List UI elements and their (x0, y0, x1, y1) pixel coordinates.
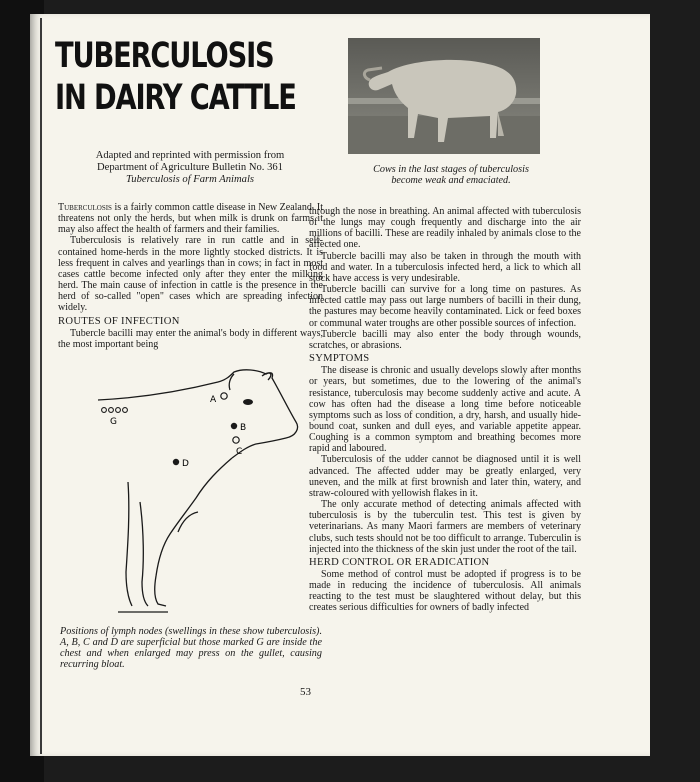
symptoms-heading: SYMPTOMS (309, 353, 370, 365)
title-line-2: IN DAIRY CATTLE (55, 78, 296, 118)
symptoms-paragraph-1: The disease is chronic and usually develops slowly after months or years, but sometimes, due to the lowering of the animal's resistance, tuberculosis may become suddenly active and acute. A cow has often had the disease a long time before noticeable symptoms such as loss of condition, a dry, harsh, and usually hide-bound coat, sunken and dull eyes, and variable appetite appear. Coughing is a common symptom and breathing becomes more rapid and laboured. (309, 365, 581, 455)
routes-heading: ROUTES OF INFECTION (58, 315, 180, 327)
left-column (58, 202, 323, 350)
page-number: 53 (300, 686, 311, 698)
cow-photo (348, 38, 540, 154)
title-line-1: TUBERCULOSIS (55, 36, 274, 76)
label-c: C (236, 447, 243, 457)
label-b: B (240, 423, 247, 433)
right-paragraph-1: Tubercle bacilli may also be taken in through the mouth with food and water. In a tuberculosis infected herd, a lick to which all stock have access is very undesirable. (309, 250, 581, 284)
credit-line-1: Adapted and reprinted with permission from (95, 150, 285, 161)
article-title (55, 36, 296, 120)
routes-paragraph-1: Tubercle bacilli may enter the animal's body in different ways, the most important being (58, 327, 323, 350)
credit-source: Tuberculosis of Farm Animals (125, 174, 255, 185)
herd-control-paragraph-1: Some method of control must be adopted if progress is to be made in reducing the incidence of tuberculosis. All animals reacting to the test must be slaughtered without delay, but this creates serious difficulties for owners of badly infected (309, 569, 581, 614)
photo-caption-line-1: Cows in the last stages of tuberculosis (373, 164, 529, 175)
symptoms-paragraph-2: Tuberculosis of the udder cannot be diagnosed until it is well advanced. The affected udder may be greatly enlarged, very uneven, and the milk at first brownish and later thin, watery, and straw-coloured with yellowish flakes in it. (309, 454, 581, 499)
intro-paragraph-1 (58, 202, 323, 235)
intro-lead-word: Tuberculosis (58, 202, 112, 213)
label-g: G (110, 417, 117, 427)
right-paragraph-0: through the nose in breathing. An animal affected with tuberculosis of the lungs may cough frequently and discharge into the air millions of bacilli. These are readily inhaled by animals close to the affected one. (309, 206, 581, 251)
cow-lymph-node-diagram (58, 362, 316, 618)
symptoms-paragraph-3: The only accurate method of detecting animals affected with tuberculosis is by the tuberculin test. This test is given by veterinarians. As many Maori farmers are members of veterinary clubs, such tests should not be too difficult to arrange. Tuberculin is injected into the thickness of the skin just under the root of the tail. (309, 499, 581, 555)
diagram-caption: Positions of lymph nodes (swellings in these show tuberculosis). A, B, C and D are superficial but those marked G are inside the chest and when enlarged may press on the gullet, causing recurring bloat. (60, 626, 322, 670)
label-a: A (210, 395, 217, 405)
label-d: D (182, 459, 189, 469)
herd-control-heading: HERD CONTROL OR ERADICATION (309, 556, 490, 568)
right-paragraph-3: Tubercle bacilli may also enter the body through wounds, scratches, or abrasions. (309, 328, 581, 351)
intro-paragraph-2: Tuberculosis is relatively rare in run cattle and in self-contained home-herds in the more lightly stocked districts. It is less frequent in calves and yearlings than in cows; in fact in most cases cattle become infected only after they enter the milking herd. The main cause of infection in cattle is the presence in the herd of so-called "open" cases which are spreading infection widely. (58, 235, 323, 314)
intro-p1-text: is a fairly common cattle disease in New Zealand. It threatens not only the herds, but when milk is drunk on farms it may also affect the health of farmers and their families. (58, 202, 323, 236)
page-gutter (40, 18, 42, 754)
photo-caption (340, 164, 562, 186)
source-credit (55, 150, 325, 186)
right-paragraph-2: Tubercle bacilli can survive for a long time on pastures. As infected cattle may pass out large numbers of bacilli in their dung, the pastures may become heavily contaminated. Lick or feed boxes or communal water troughs are other possible sources of infection. (309, 284, 581, 329)
right-column (309, 206, 581, 614)
credit-line-2: Department of Agriculture Bulletin No. 361 (97, 162, 283, 173)
photo-caption-line-2: become weak and emaciated. (391, 175, 511, 186)
